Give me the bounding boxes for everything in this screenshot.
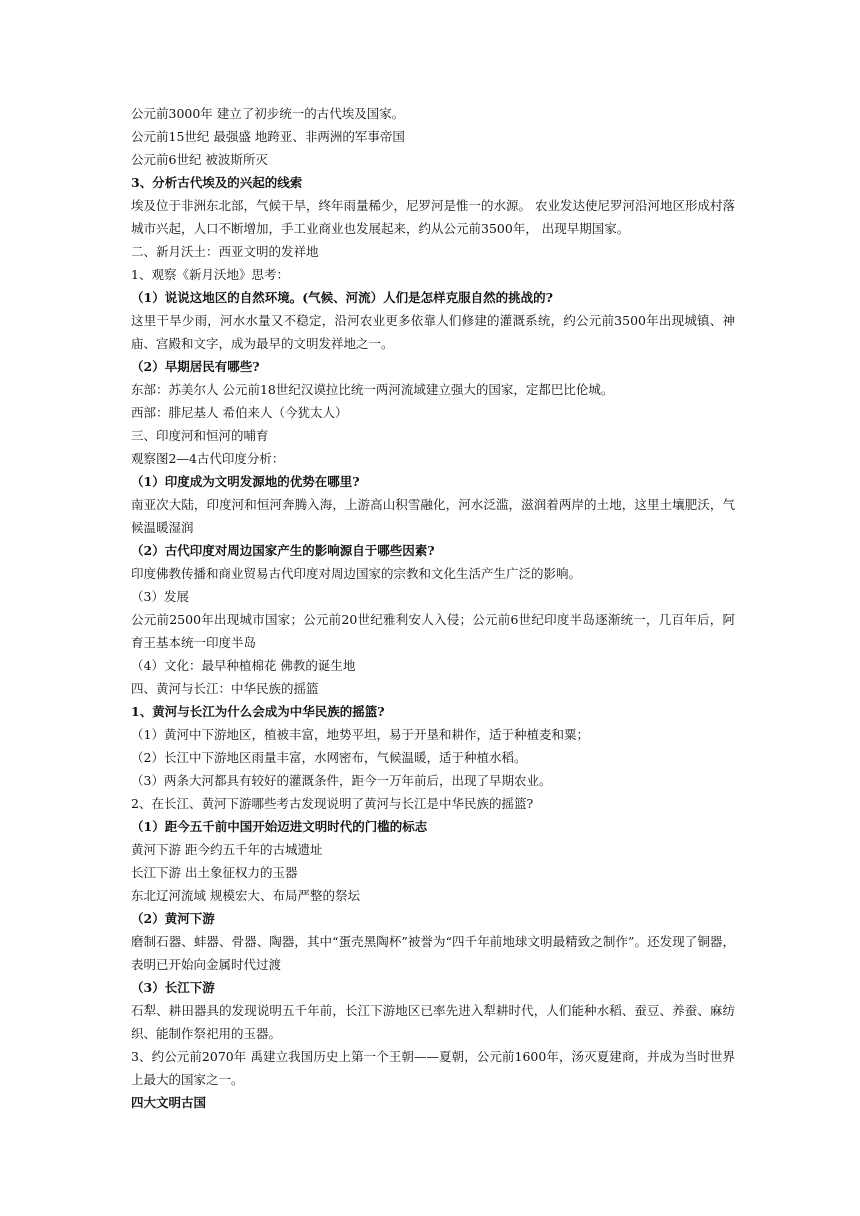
heading-line: （1）印度成为文明发源地的优势在哪里? <box>131 474 360 489</box>
text-line: （3）发展 <box>131 589 189 604</box>
text-line: （2）长江中下游地区雨量丰富，水网密布，气候温暖，适于种植水稻。 <box>131 750 527 765</box>
heading-line: 3、分析古代埃及的兴起的线索 <box>131 175 303 190</box>
text-line: 1、观察《新月沃地》思考： <box>131 267 289 282</box>
heading-line: 四大文明古国 <box>131 1095 207 1110</box>
document-body <box>131 102 735 1114</box>
text-line: （3）两条大河都具有较好的灌溉条件，距今一万年前后，出现了早期农业。 <box>131 773 552 788</box>
heading-line: （2）古代印度对周边国家产生的影响源自于哪些因素? <box>131 543 435 558</box>
text-line: 黄河下游 距今约五千年的古城遗址 <box>131 842 323 857</box>
text-line: 西部：腓尼基人 希伯来人（今犹太人） <box>131 405 348 420</box>
text-line: 公元前15世纪 最强盛 地跨亚、非两洲的军事帝国 <box>131 129 405 144</box>
heading-line: （2）早期居民有哪些? <box>131 359 260 374</box>
heading-line: （2）黄河下游 <box>131 911 215 926</box>
text-line: 石犁、耕田器具的发现说明五千年前，长江下游地区已率先进入犁耕时代，人们能种水稻、蚕豆、养蚕、麻纺织、能制作祭祀用的玉器。 <box>131 1003 735 1041</box>
text-line: 这里干旱少雨，河水水量又不稳定，沿河农业更多依靠人们修建的灌溉系统，约公元前3500年出现城镇、神庙、宫殿和文字，成为最早的文明发祥地之一。 <box>131 313 735 351</box>
text-line: 公元前2500年出现城市国家；公元前20世纪雅利安人入侵；公元前6世纪印度半岛逐渐统一，几百年后，阿育王基本统一印度半岛 <box>131 612 735 650</box>
heading-line: （1）距今五千前中国开始迈进文明时代的门槛的标志 <box>131 819 428 834</box>
text-line: 东部：苏美尔人 公元前18世纪汉谟拉比统一两河流域建立强大的国家，定都巴比伦城。 <box>131 382 614 397</box>
heading-line: （3）长江下游 <box>131 980 215 995</box>
text-line: 埃及位于非洲东北部，气候干旱，终年雨量稀少，尼罗河是惟一的水源。 农业发达使尼罗河沿河地区形成村落城市兴起，人口不断增加，手工业商业也发展起来，约从公元前3500年， 出现早期国家。 <box>131 198 735 236</box>
text-line: 2、在长江、黄河下游哪些考古发现说明了黄河与长江是中华民族的摇篮? <box>131 796 534 811</box>
text-line: （4）文化：最早种植棉花 佛教的诞生地 <box>131 658 356 673</box>
text-line: 3、约公元前2070年 禹建立我国历史上第一个王朝——夏朝，公元前1600年，汤灭夏建商，并成为当时世界上最大的国家之一。 <box>131 1049 735 1087</box>
text-line: 四、黄河与长江：中华民族的摇篮 <box>131 681 319 696</box>
text-line: 磨制石器、蚌器、骨器、陶器，其中“蛋壳黑陶杯”被誉为“四千年前地球文明最精致之制作”。还发现了铜器，表明已开始向金属时代过渡 <box>131 934 735 972</box>
text-line: 东北辽河流域 规模宏大、布局严整的祭坛 <box>131 888 360 903</box>
text-line: 公元前3000年 建立了初步统一的古代埃及国家。 <box>131 106 405 121</box>
text-line: 印度佛教传播和商业贸易古代印度对周边国家的宗教和文化生活产生广泛的影响。 <box>131 566 582 581</box>
text-line: 南亚次大陆，印度河和恒河奔腾入海，上游高山积雪融化，河水泛滥，滋润着两岸的土地，这里土壤肥沃，气候温暖湿润 <box>131 497 735 535</box>
text-line: 长江下游 出土象征权力的玉器 <box>131 865 298 880</box>
text-line: 三、印度河和恒河的哺育 <box>131 428 269 443</box>
text-line: 二、新月沃土：西亚文明的发祥地 <box>131 244 319 259</box>
heading-line: （1）说说这地区的自然环境。(气候、河流）人们是怎样克服自然的挑战的? <box>131 290 553 305</box>
text-line: （1）黄河中下游地区，植被丰富，地势平坦，易于开垦和耕作，适于种植麦和粟； <box>131 727 589 742</box>
text-line: 观察图2—4古代印度分析： <box>131 451 285 466</box>
text-line: 公元前6世纪 被波斯所灭 <box>131 152 268 167</box>
heading-line: 1、黄河与长江为什么会成为中华民族的摇篮? <box>131 704 385 719</box>
